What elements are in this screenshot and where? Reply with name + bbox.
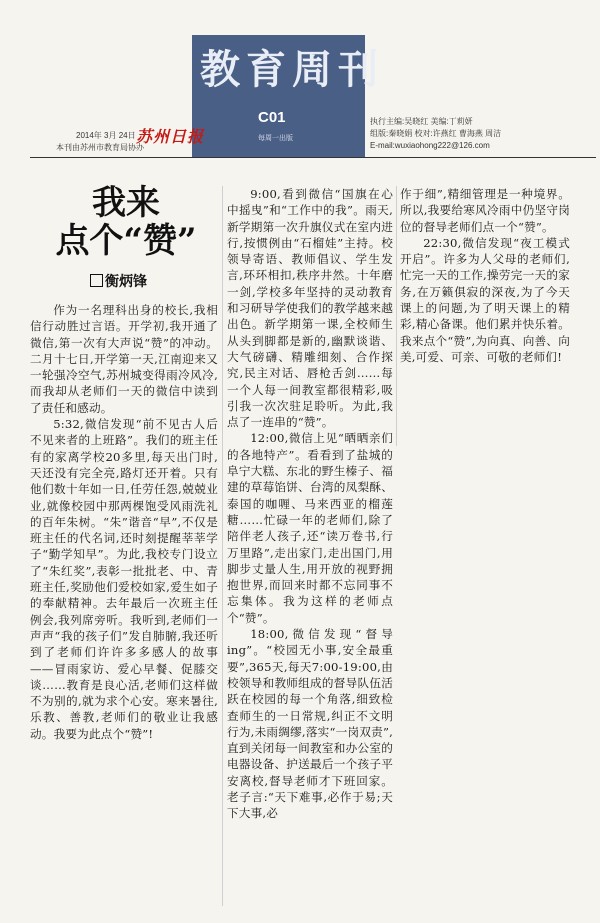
sponsor-line: 本刊由苏州市教育局协办: [56, 143, 144, 152]
article-headline: [38, 184, 214, 260]
column-divider: [396, 186, 397, 446]
headline-line: 我来: [92, 183, 160, 223]
issue-date: 2014年 3月 24日: [76, 131, 136, 140]
staff-line: 执行主编:吴晓红 美编:丁莉妍: [370, 117, 473, 126]
paper-logo: 苏州日报: [136, 127, 205, 146]
byline: [90, 271, 147, 291]
byline-box-mark: [90, 274, 103, 287]
masthead-rule: [30, 157, 596, 158]
section-title: 教育周刊: [200, 46, 384, 93]
column-divider: [222, 186, 223, 906]
paragraph: 9:00,看到微信“国旗在心中摇曳”和“工作中的我”。雨天,新学期第一次升旗仪式在室内进行,按惯例由“石榴娃”主持。校领导寄语、教师倡议、学生发言,环环相扣,秩序井然。十年磨一剑,学校多年坚持的灵动教育和习研导学使我们的教学越来越出色。新学期第一课,全校师生从头到脚都是新的,幽默谈谐、大气磅礴、精雕细刻、合作探究,民主对话、唇枪舌剑……每一个人每一间教室都很精彩,吸引我一次次驻足聆听。为此,我点了一连串的“赞”。: [227, 187, 393, 430]
staff-credits: [370, 116, 598, 152]
body-column-3: [400, 186, 570, 446]
edition-number: C01: [258, 109, 286, 126]
staff-line: 组版:秦晓娟 校对:许燕红 曹海燕 周洁: [370, 129, 502, 138]
paragraph: 作为一名理科出身的校长,我相信行动胜过言语。开学初,我开通了微信,第一次有大声说“赞”的冲动。二月十七日,开学第一天,江南迎来又一轮强冷空气,苏州城变得雨冷风冷,而我却从老师们一天的微信中读到了责任和感动。: [30, 303, 218, 415]
paragraph: 作于细”,精细管理是一种境界。所以,我要给寒风冷雨中仍坚守岗位的督导老师们点一个“赞”。: [400, 187, 570, 234]
headline-line: 点个“赞”: [55, 221, 197, 261]
paragraph: 12:00,微信上见“晒晒亲们的各地特产”。看看到了盐城的阜宁大糕、东北的野生榛子、福建的草莓馅饼、台湾的凤梨酥、泰国的咖喱、马来西亚的榴莲糖……忙碌一年的老师们,除了陪伴老人孩子,还“读万卷书,行万里路”,走出家门,走出国门,用脚步丈量人生,用开放的视野拥抱世界,而回来时都不忘同事不忘集体。我为这样的老师点个“赞”。: [227, 431, 393, 625]
paragraph: 22:30,微信发现“夜工模式开启”。许多为人父母的老师们,忙完一天的工作,操劳完一天的家务,在万籁俱寂的深夜,为了今天课上的问题,为了明天课上的精彩,精心备课。他们累并快乐着。我来点个“赞”,为向真、向善、向美,可爱、可亲、可敬的老师们!: [400, 235, 570, 364]
staff-email: E-mail:wuxiaohong222@126.com: [370, 141, 490, 150]
masthead: [0, 0, 600, 160]
paragraph: 5:32,微信发现“前不见古人后不见来者的上班路”。我们的班主任有的家离学校20多里,每天出门时,天还没有完全亮,路灯还开着。只有他们数十年如一日,任劳任怨,兢兢业业,就像校园中那两棵饱受风雨洗礼的百年朱树。“朱”谐音“早”,不仅是班主任的代名词,还时刻提醒莘莘学子“勤学知早”。为此,我校专门设立了“朱红奖”,表彰一批批老、中、青班主任,奖励他们爱校如家,爱生如子的奉献精神。去年最后一次班主任例会,我列席旁听。我听到,老师们一声声“我的孩子们”发自肺腑,我还听到了老师们许许多多感人的故事——冒雨家访、爱心早餐、促膝交谈……教育是良心活,老师们这样做不为别的,就为求个心安。寒来暑往,乐教、善教,老师们的敬业让我感动。我要为此点个“赞”!: [30, 417, 218, 741]
edition-note: 每周一出版: [258, 135, 293, 142]
paragraph: 18:00,微信发现“督导ing”。“校园无小事,安全最重要”,365天,每天7:00-19:00,由校领导和教师组成的督导队伍活跃在校园的每一个角落,细致检查师生的一日常规,纠正不文明行为,未雨绸缪,落实“一岗双责”,直到关闭每一间教室和办公室的电器设备、护送最后一个孩子平安离校,督导老师才下班回家。老子言:“天下难事,必作于易;天下大事,必: [227, 627, 393, 821]
body-column-1: [30, 302, 218, 892]
author-name: 衡炳锋: [105, 274, 147, 290]
body-column-2: [227, 186, 393, 906]
